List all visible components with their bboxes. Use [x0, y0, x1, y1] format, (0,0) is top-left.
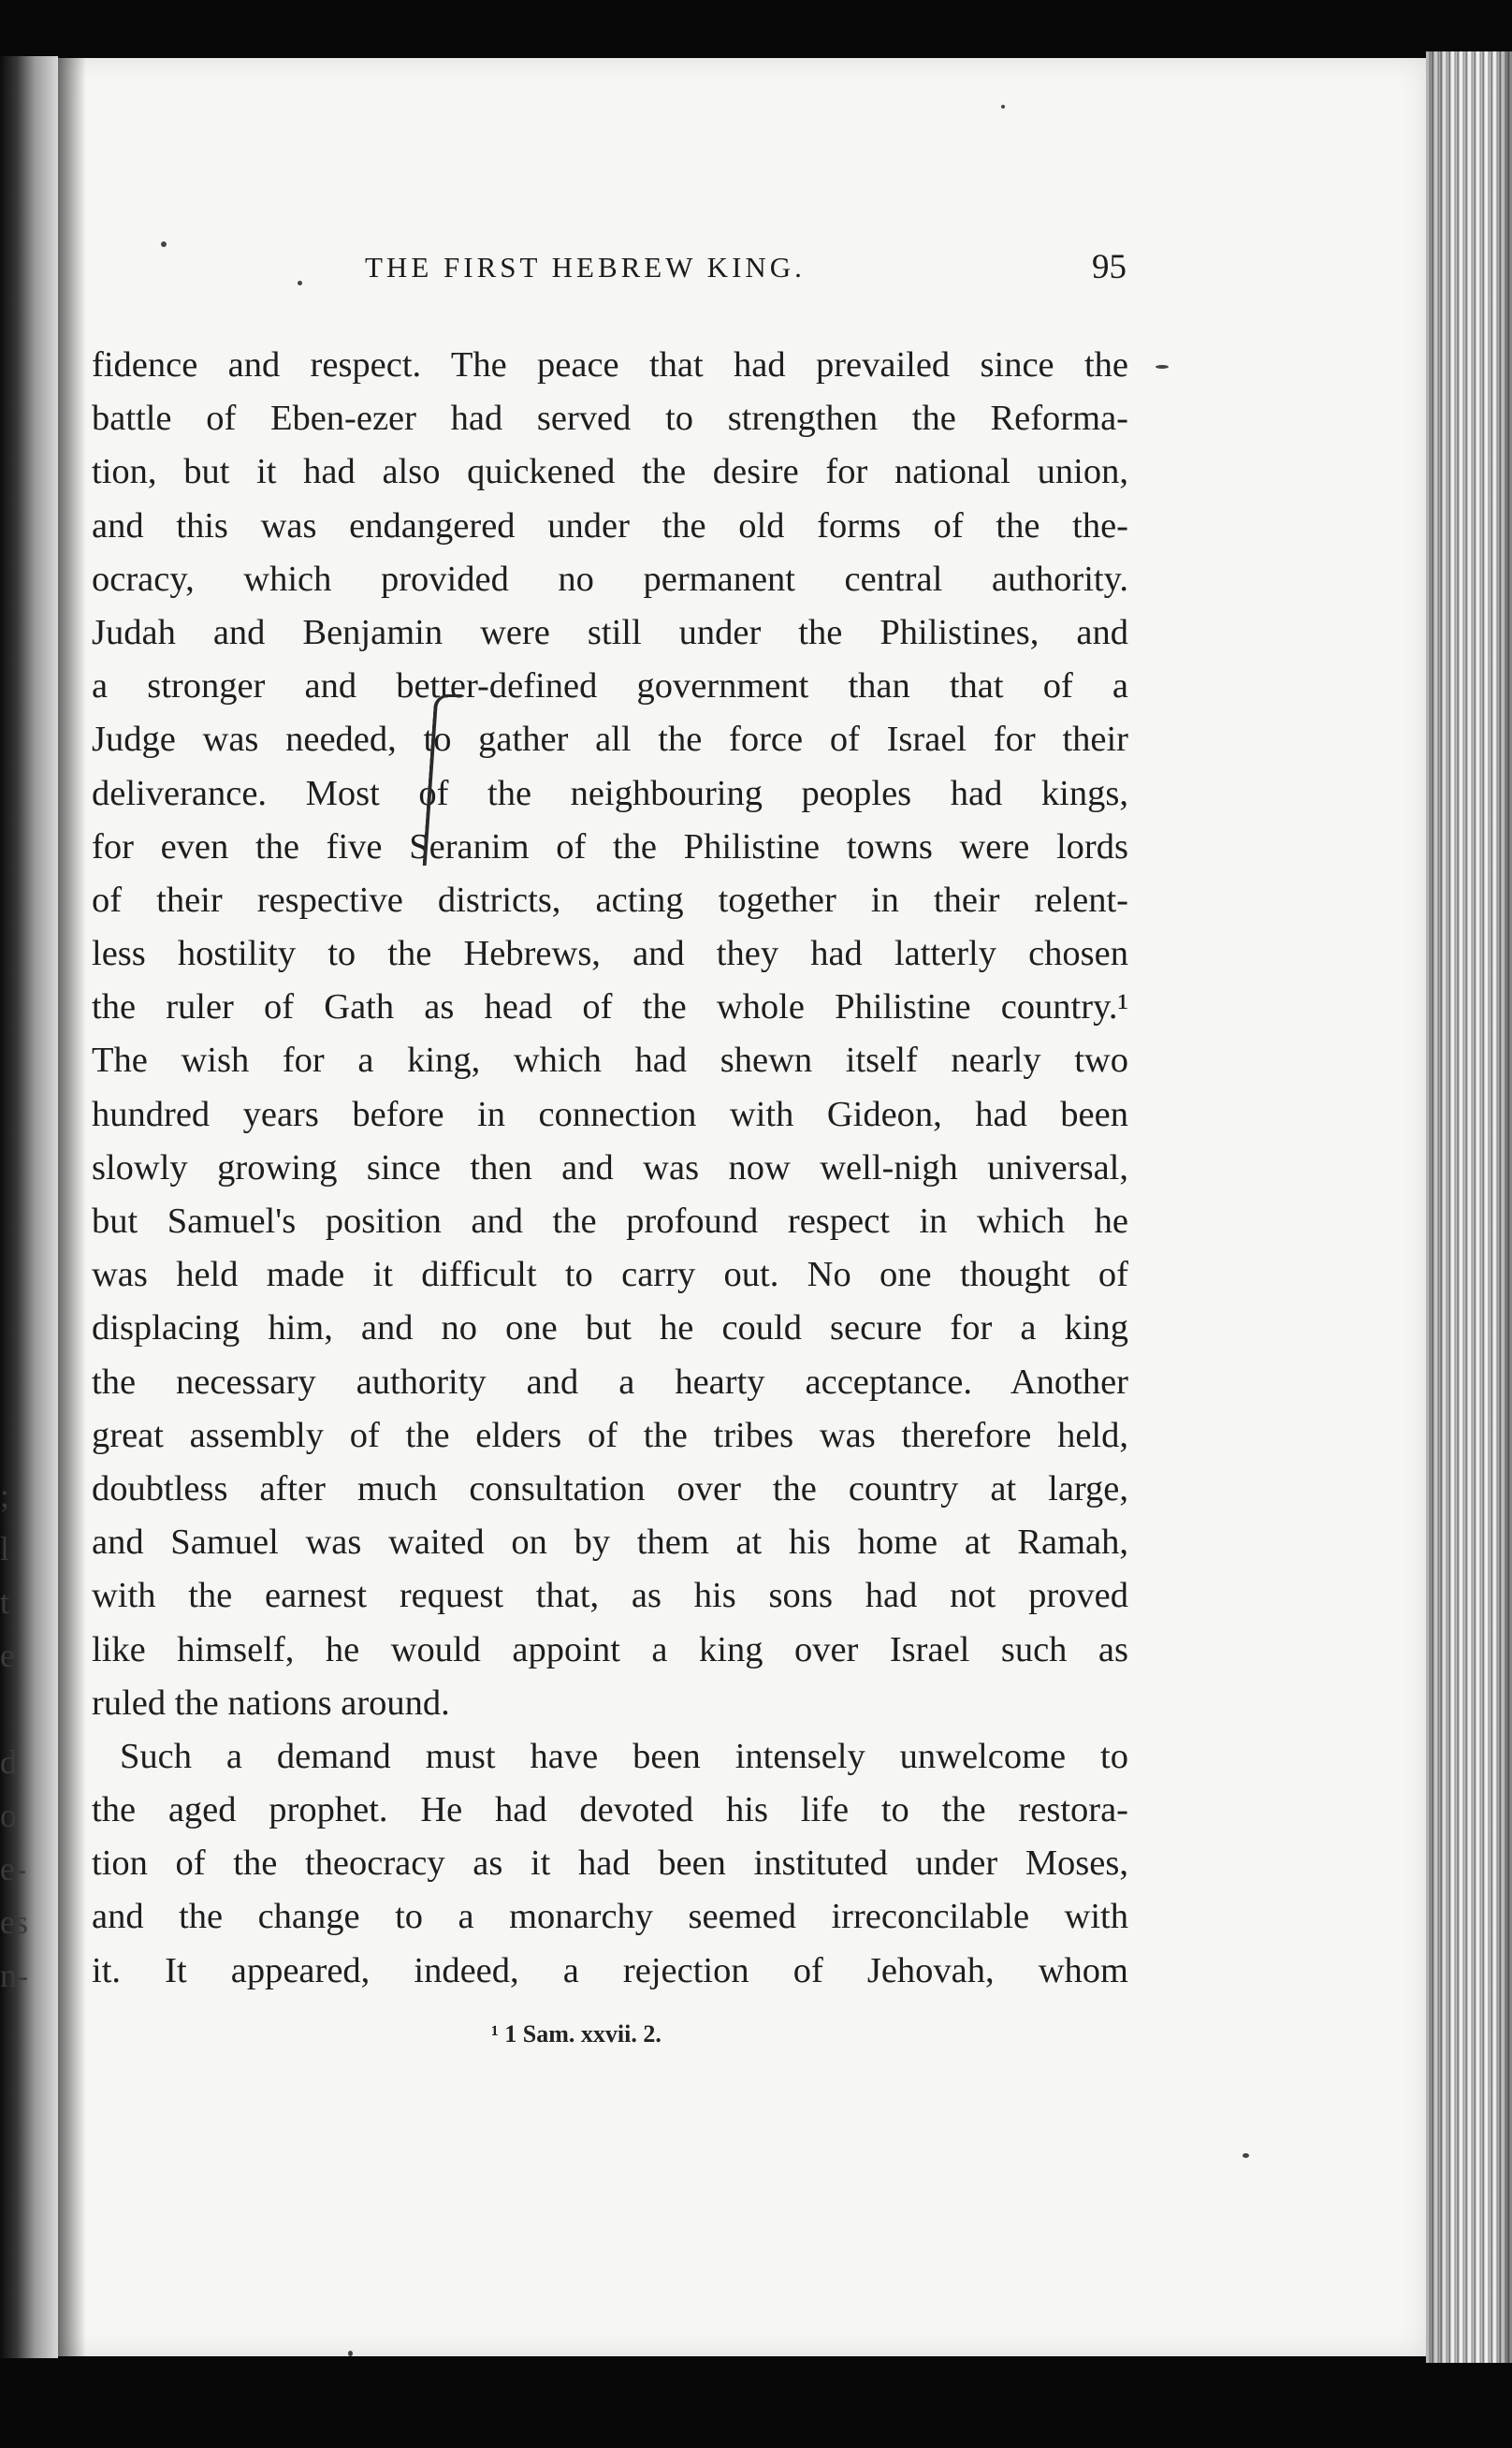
dust-speck	[161, 241, 167, 247]
body-text	[92, 339, 1128, 1998]
text-line: Such a demand must have been intensely unwelcome to	[120, 1736, 1128, 1776]
text-line: like himself, he would appoint a king over Israel such as	[92, 1629, 1128, 1669]
text-line: it. It appeared, indeed, a rejection of Jehovah, whom	[92, 1950, 1128, 1990]
text-line: with the earnest request that, as his sons had not proved	[92, 1576, 1128, 1616]
text-line: tion, but it had also quickened the desire for national union,	[92, 452, 1128, 492]
running-head: THE FIRST HEBREW KING.	[365, 251, 806, 284]
left-fragment: n-	[0, 1957, 28, 1994]
left-fragment: e-	[0, 1850, 26, 1887]
text-line: ocracy, which provided no permanent central authority.	[92, 559, 1128, 599]
text-line: the ruler of Gath as head of the whole Philistine country.¹	[92, 987, 1128, 1027]
text-line: for even the five Seranim of the Philistine towns were lords	[92, 826, 1128, 867]
left-fragment: d	[0, 1743, 17, 1781]
page-edges-shade	[1426, 51, 1512, 2363]
page-number: 95	[1092, 248, 1127, 286]
text-line: was held made it difficult to carry out. No one thought of	[92, 1255, 1128, 1295]
text-line: great assembly of the elders of the tribes was therefore held,	[92, 1415, 1128, 1455]
text-line: displacing him, and no one but he could secure for a king	[92, 1308, 1128, 1348]
left-page-text-fragments	[0, 1469, 28, 2003]
text-line: battle of Eben-ezer had served to strengthen the Reforma-	[92, 399, 1128, 439]
text-line: and Samuel was waited on by them at his home at Ramah,	[92, 1523, 1128, 1563]
left-page-edge	[0, 56, 58, 2358]
gutter-shadow	[58, 58, 86, 2356]
text-line: The wish for a king, which had shewn itself nearly two	[92, 1041, 1128, 1081]
text-line: and this was endangered under the old forms of the the-	[92, 505, 1128, 546]
text-line: tion of the theocracy as it had been instituted under Moses,	[92, 1843, 1128, 1884]
paragraph-2	[92, 1730, 1128, 1998]
text-line: of their respective districts, acting together in their relent-	[92, 880, 1128, 920]
text-line: the necessary authority and a hearty acceptance. Another	[92, 1362, 1128, 1402]
left-fragment: o	[0, 1797, 17, 1834]
text-line: a stronger and better-defined government than that of a	[92, 666, 1128, 707]
left-fragment	[0, 1683, 21, 1736]
text-line: slowly growing since then and was now well-nigh universal,	[92, 1147, 1128, 1188]
text-line: less hostility to the Hebrews, and they had latterly chosen	[92, 934, 1128, 974]
text-line: Judge was needed, to gather all the force of Israel for their	[92, 720, 1128, 760]
left-fragment: ;	[0, 1477, 10, 1514]
paragraph-1	[92, 339, 1128, 1730]
text-line: Judah and Benjamin were still under the Philistines, and	[92, 612, 1128, 652]
left-fragment: t	[0, 1583, 10, 1621]
text-line: and the change to a monarchy seemed irreconcilable with	[92, 1897, 1128, 1937]
text-line: fidence and respect. The peace that had prevailed since the	[92, 345, 1128, 385]
footnote: ¹ 1 Sam. xxvii. 2.	[491, 2020, 662, 2047]
dust-speck	[1243, 2153, 1249, 2158]
dust-speck	[1001, 105, 1005, 109]
left-fragment: es	[0, 1903, 28, 1941]
left-fragment: l	[0, 1530, 10, 1567]
text-line: doubtless after much consultation over the country at large,	[92, 1468, 1128, 1508]
left-fragment: e	[0, 1637, 15, 1674]
text-line: deliverance. Most of the neighbouring peoples had kings,	[92, 773, 1128, 813]
text-line: ruled the nations around.	[92, 1683, 450, 1723]
text-line: the aged prophet. He had devoted his life to the restora-	[92, 1790, 1128, 1830]
dust-speck	[298, 281, 302, 285]
text-line: hundred years before in connection with Gideon, had been	[92, 1094, 1128, 1134]
dust-speck	[348, 2351, 353, 2356]
text-line: but Samuel's position and the profound respect in which he	[92, 1202, 1128, 1241]
dust-speck	[1156, 365, 1169, 369]
